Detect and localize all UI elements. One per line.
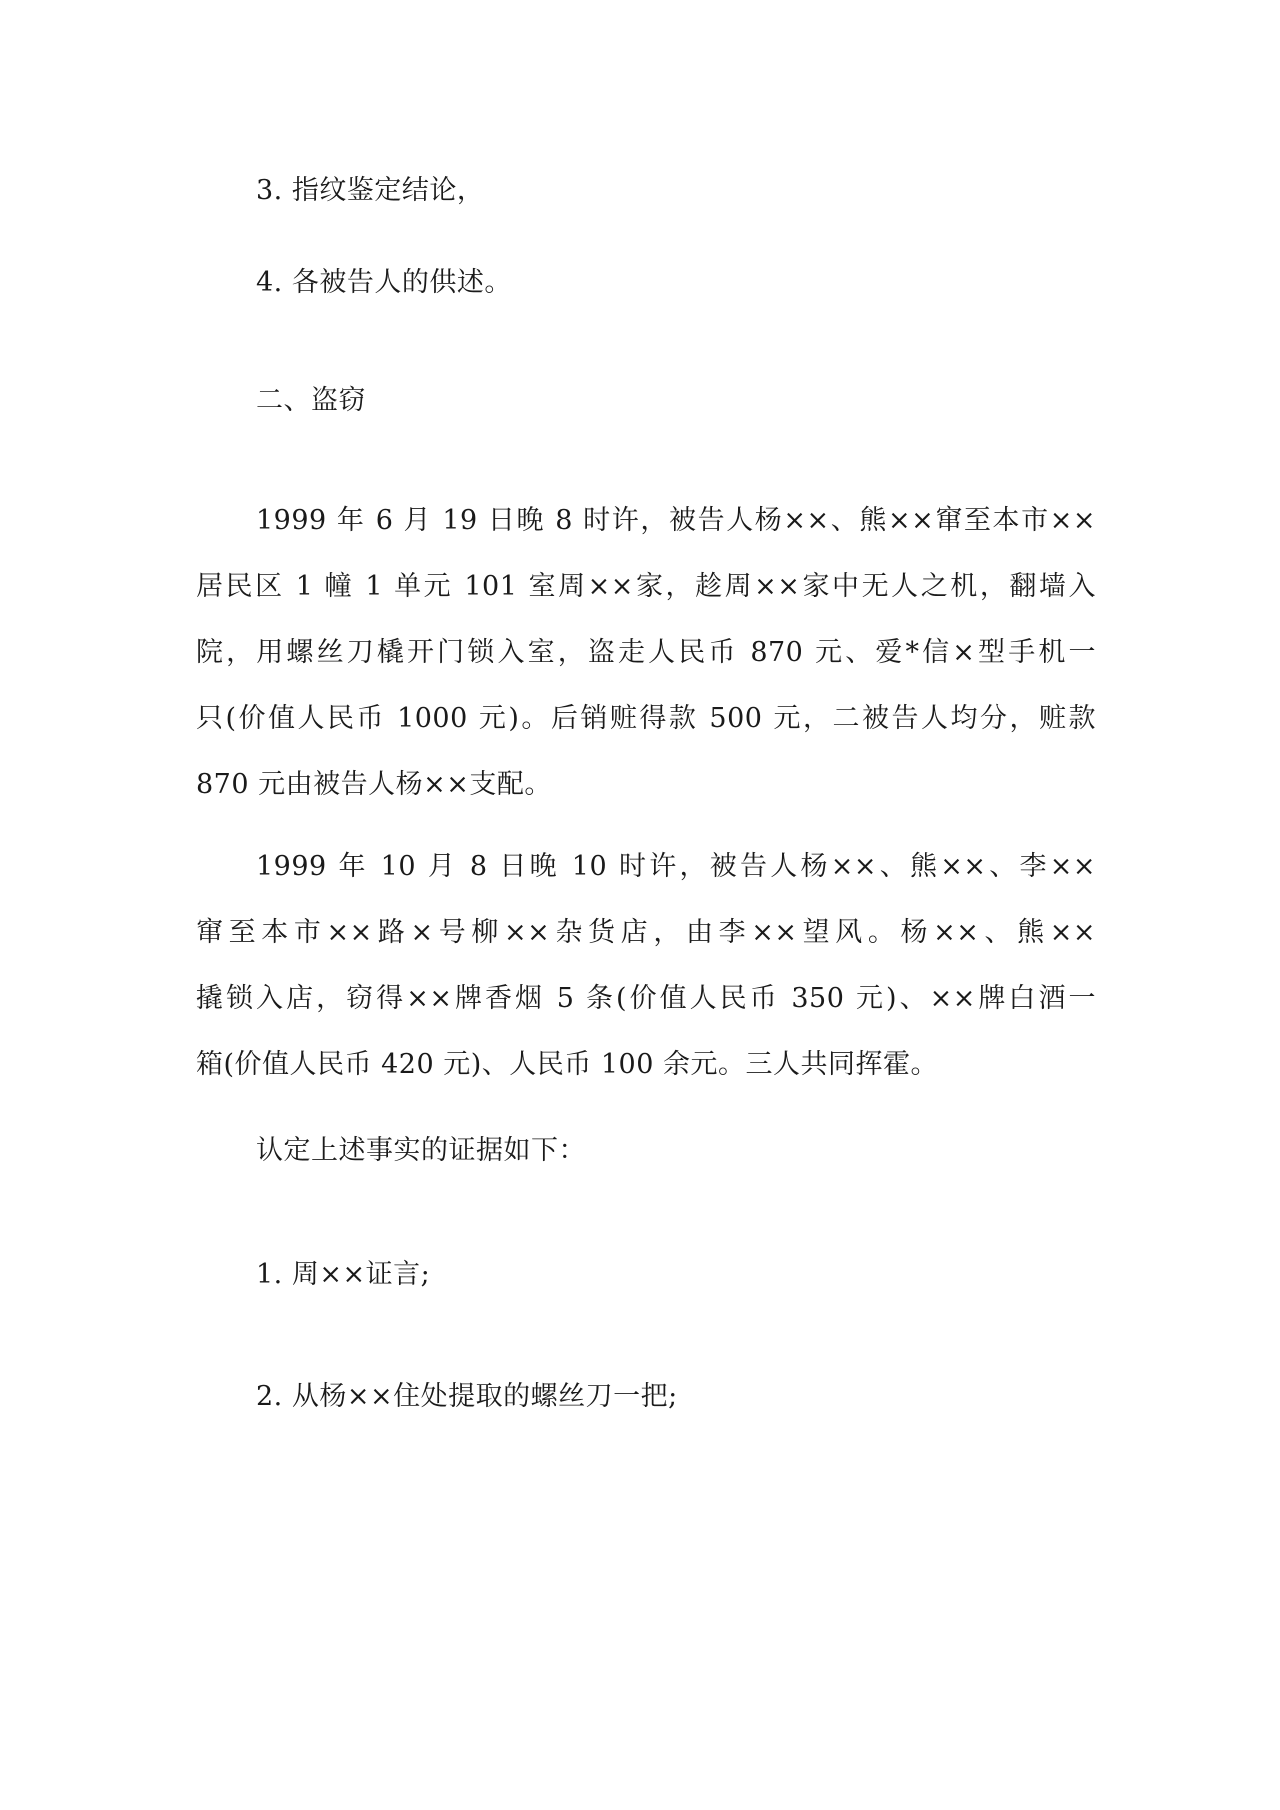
text-line: 1999 年 6 月 19 日晚 8 时许，被告人杨××、熊××窜至本市××: [256, 505, 1096, 536]
paragraph-evidence-1: [196, 1242, 1156, 1308]
paragraph-defendant-statements: [196, 250, 1156, 316]
paragraph-theft-case-1: [196, 488, 1096, 818]
section-heading-text: 二、盗窃: [256, 385, 366, 416]
paragraph-evidence-intro: [196, 1118, 1156, 1184]
paragraph-evidence-2: [196, 1364, 1156, 1430]
text-line: 只(价值人民币 1000 元)。后销赃得款 500 元，二被告人均分，赃款: [196, 703, 1096, 734]
paragraph-fingerprint-conclusion: [196, 158, 1156, 224]
text-line: 认定上述事实的证据如下：: [256, 1135, 586, 1166]
section-heading-theft: [196, 368, 1156, 434]
text-line: 窜至本市××路×号柳××杂货店，由李××望风。杨××、熊××: [196, 917, 1096, 948]
text-line: 3. 指纹鉴定结论，: [256, 175, 485, 206]
text-line: 1999 年 10 月 8 日晚 10 时许，被告人杨××、熊××、李××: [256, 851, 1096, 882]
text-line: 箱(价值人民币 420 元)、人民币 100 余元。三人共同挥霍。: [196, 1049, 938, 1080]
text-line: 870 元由被告人杨××支配。: [196, 769, 552, 800]
paragraph-theft-case-2: [196, 834, 1096, 1098]
text-line: 1. 周××证言;: [256, 1259, 431, 1290]
text-line: 居民区 1 幢 1 单元 101 室周××家，趁周××家中无人之机，翻墙入: [196, 571, 1096, 602]
text-line: 2. 从杨××住处提取的螺丝刀一把;: [256, 1381, 678, 1412]
text-line: 4. 各被告人的供述。: [256, 267, 512, 298]
text-line: 撬锁入店，窃得××牌香烟 5 条(价值人民币 350 元)、××牌白酒一: [196, 983, 1096, 1014]
text-line: 院，用螺丝刀橇开门锁入室，盗走人民币 870 元、爱*信×型手机一: [196, 637, 1096, 668]
